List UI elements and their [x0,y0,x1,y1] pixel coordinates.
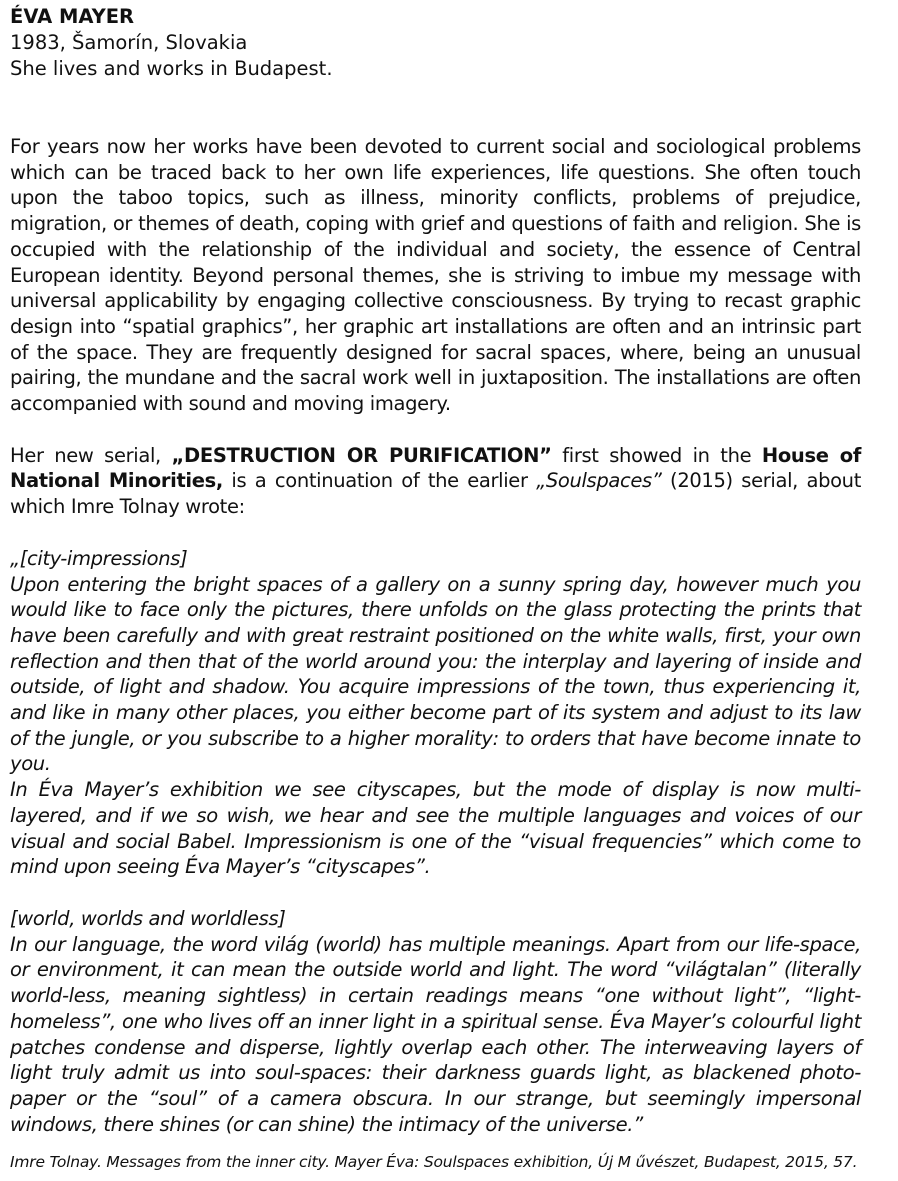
quote-section1-paragraph2: In Éva Mayer’s exhibition we see cityscapes, but the mode of display is now multi-layered, and if we so wish, we hear and see the multiple languages and voices of our visual and social Babel. Impressionism is one of the “visual frequencies” which come to mind upon seeing Éva Mayer’s “cityscapes”. [10,778,861,879]
serial-text-1: Her new serial, [10,443,172,467]
quote-section1-heading: „[city-impressions] [10,546,188,570]
quote-section2-heading: [world, worlds and worldless] [10,906,286,930]
intro-paragraph: For years now her works have been devoted to current social and sociological problems which can be traced back to her own life experiences, life questions. She often touch upon the taboo topics, such as illness, minority conflicts, problems of prejudice, migration, or themes of death, coping with grief and questions of faith and religion. She is occupied with the relationship of the individual and society, the essence of Central European identity. Beyond personal themes, she is striving to imbue my message with universal applicability by engaging collective consciousness. By trying to recast graphic design into “spatial graphics”, her graphic art installations are often and an intrinsic part of the space. They are frequently designed for sacral spaces, where, being an unusual pairing, the mundane and the sacral work well in juxtaposition. The installations are often accompanied with sound and moving imagery. [10,135,861,416]
serial-text-3: is a continuation of the earlier [222,469,537,493]
artist-birth: 1983, Šamorín, Slovakia [10,31,248,54]
quote-section1-paragraph1: Upon entering the bright spaces of a gallery on a sunny spring day, however much you would like to face only the pictures, there unfolds on the glass protecting the prints that have been carefully and with great restraint positioned on the white walls, first, your own reflection and then that of the world around you: the interplay and layering of inside and outside, of light and shadow. You acquire impressions of the town, thus experiencing it, and like in many other places, you either become part of its system and adjust to its law of the jungle, or you subscribe to a higher morality: to orders that have become innate to you. [10,572,861,776]
serial-earlier-title: „Soulspaces” [536,469,662,493]
serial-paragraph [10,443,861,520]
serial-title: „DESTRUCTION OR PURIFICATION” [171,443,552,467]
tolnay-quote [10,546,861,1137]
quote-section2-paragraph1: In our language, the word világ (world) has multiple meanings. Apart from our life-space, or environment, it can mean the outside world and light. The word “világtalan” (literally world-less, meaning sightless) in certain readings means “one without light”, “light-homeless”, one who lives off an inner light in a spiritual sense. Éva Mayer’s colourful light patches condense and disperse, lightly overlap each other. The interweaving layers of light truly admit us into soul-spaces: their darkness guards light, as blackened photo-paper or the “soul” of a camera obscura. In our strange, but seemingly impersonal windows, there shines (or can shine) the intimacy of the universe.” [10,932,861,1136]
artist-name: ÉVA MAYER [10,5,135,28]
serial-text-2: first showed in the [551,443,762,467]
artist-residence: She lives and works in Budapest. [10,57,333,80]
document-page [10,4,861,1174]
artist-header [10,4,861,82]
citation-footnote: Imre Tolnay. Messages from the inner city. Mayer Éva: Soulspaces exhibition, Új M űvészet, Budapest, 2015, 57. [10,1153,858,1172]
serial-venue: House of National Minorities, [10,443,861,493]
serial-text-4: (2015) serial, about which Imre Tolnay wrote: [10,469,861,519]
